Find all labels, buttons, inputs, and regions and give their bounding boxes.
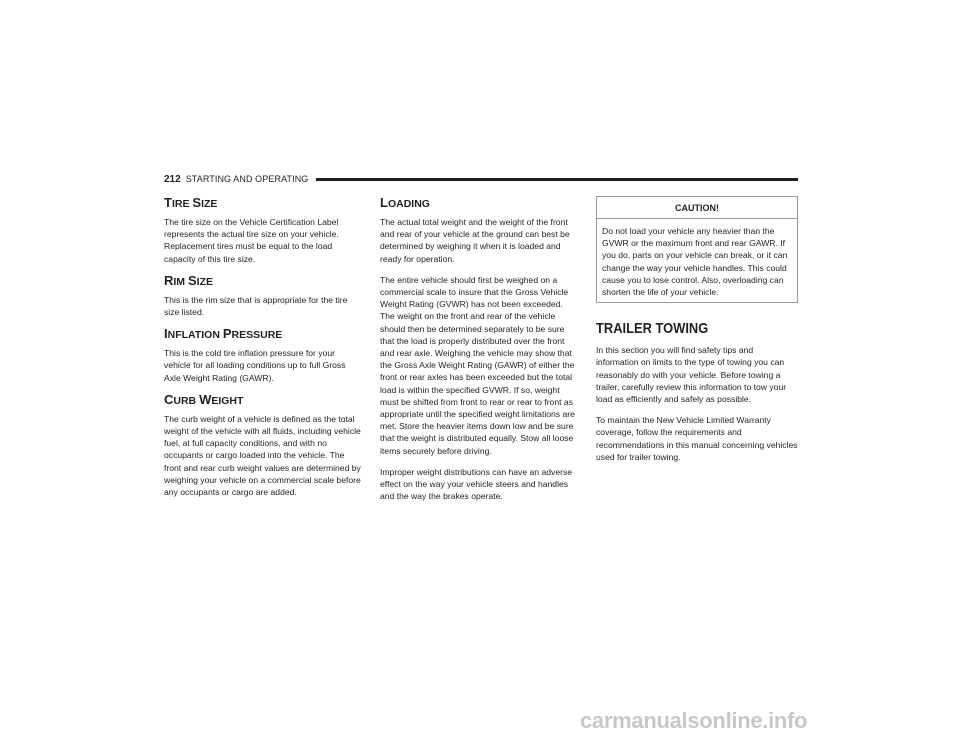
rim-size-text: This is the rim size that is appropriate for the tire size listed. [164,294,348,318]
page-number: 212 [164,173,181,185]
heading-rim-size: RIM SIZE [164,272,213,288]
loading-paragraph-2: The entire vehicle should first be weighed on a commercial scale to insure that the Gross Vehicle Weight Rating (GVWR) has not been exceeded. The weight on the front and rear of the vehicle should then be determined separately to be sure that the load is properly distributed over the front and rear axle. Weighing the vehicle may show that the Gross Axle Weight Rating (GAWR) of either the front or rear axles has been exceeded but the total load is within the specified GVWR. If so, weight must be shifted from front to rear or rear to front as appropriate until the specified weight limitations are met. Store the heavier items down low and be sure that the weight is distributed equally. Stow all loose items securely before driving. [380,274,575,456]
heading-tire-size: TIRE SIZE [164,195,218,210]
section-name: STARTING AND OPERATING [185,174,309,184]
heading-loading: LOADING [380,195,430,210]
column-2 [380,196,578,511]
column-1 [164,196,362,507]
inflation-pressure-text: This is the cold tire inflation pressure for your vehicle for all loading conditions up to full Gross Axle Weight Rating (GAWR). [164,348,346,383]
loading-paragraph-1: The actual total weight and the weight of the front and rear of your vehicle at the ground can best be determined by weighing it when it is loaded and ready for operation. [380,217,570,264]
watermark: carmanualsonline.info [580,708,808,733]
heading-curb-weight: CURB WEIGHT [164,391,244,407]
column-3 [596,196,798,472]
page-header [164,172,798,186]
caution-text: Do not load your vehicle any heavier than the GVWR or the maximum front and rear GAWR. If you do, parts on your vehicle can break, or it can change the way your vehicle handles. This could cause you to lose control. Also, overloading can shorten the life of your vehicle. [602,226,788,298]
tire-size-text: The tire size on the Vehicle Certification Label represents the actual tire size on your vehicle. Replacement tires must be equal to the load capacity of this tire size. [164,217,339,264]
trailer-towing-paragraph-2: To maintain the New Vehicle Limited Warranty coverage, follow the requirements and recommendations in this manual concerning vehicles used for trailer towing. [596,415,798,462]
heading-inflation-pressure: INFLATION PRESSURE [164,326,283,342]
loading-paragraph-3: Improper weight distributions can have an adverse effect on the way your vehicle steers and handles and the way the brakes operate. [380,466,573,502]
curb-weight-text: The curb weight of a vehicle is defined as the total weight of the vehicle with all fluids, including vehicle fuel, at full capacity conditions, and with no occupants or cargo loaded into the vehicle. The front and rear curb weight values are determined by weighing your vehicle on a commercial scale before any occupants or cargo are added. [164,413,361,498]
caution-box [596,196,798,303]
heading-trailer-towing: TRAILER TOWING [596,320,709,338]
caution-title: CAUTION! [597,197,797,219]
trailer-towing-paragraph-1: In this section you will find safety tips and information on limits to the type of towing you can reasonably do with your vehicle. Before towing a trailer, carefully review this information to tow your load as efficiently and safely as possible. [596,345,787,405]
header-rule [316,178,798,181]
caution-body [597,219,797,302]
